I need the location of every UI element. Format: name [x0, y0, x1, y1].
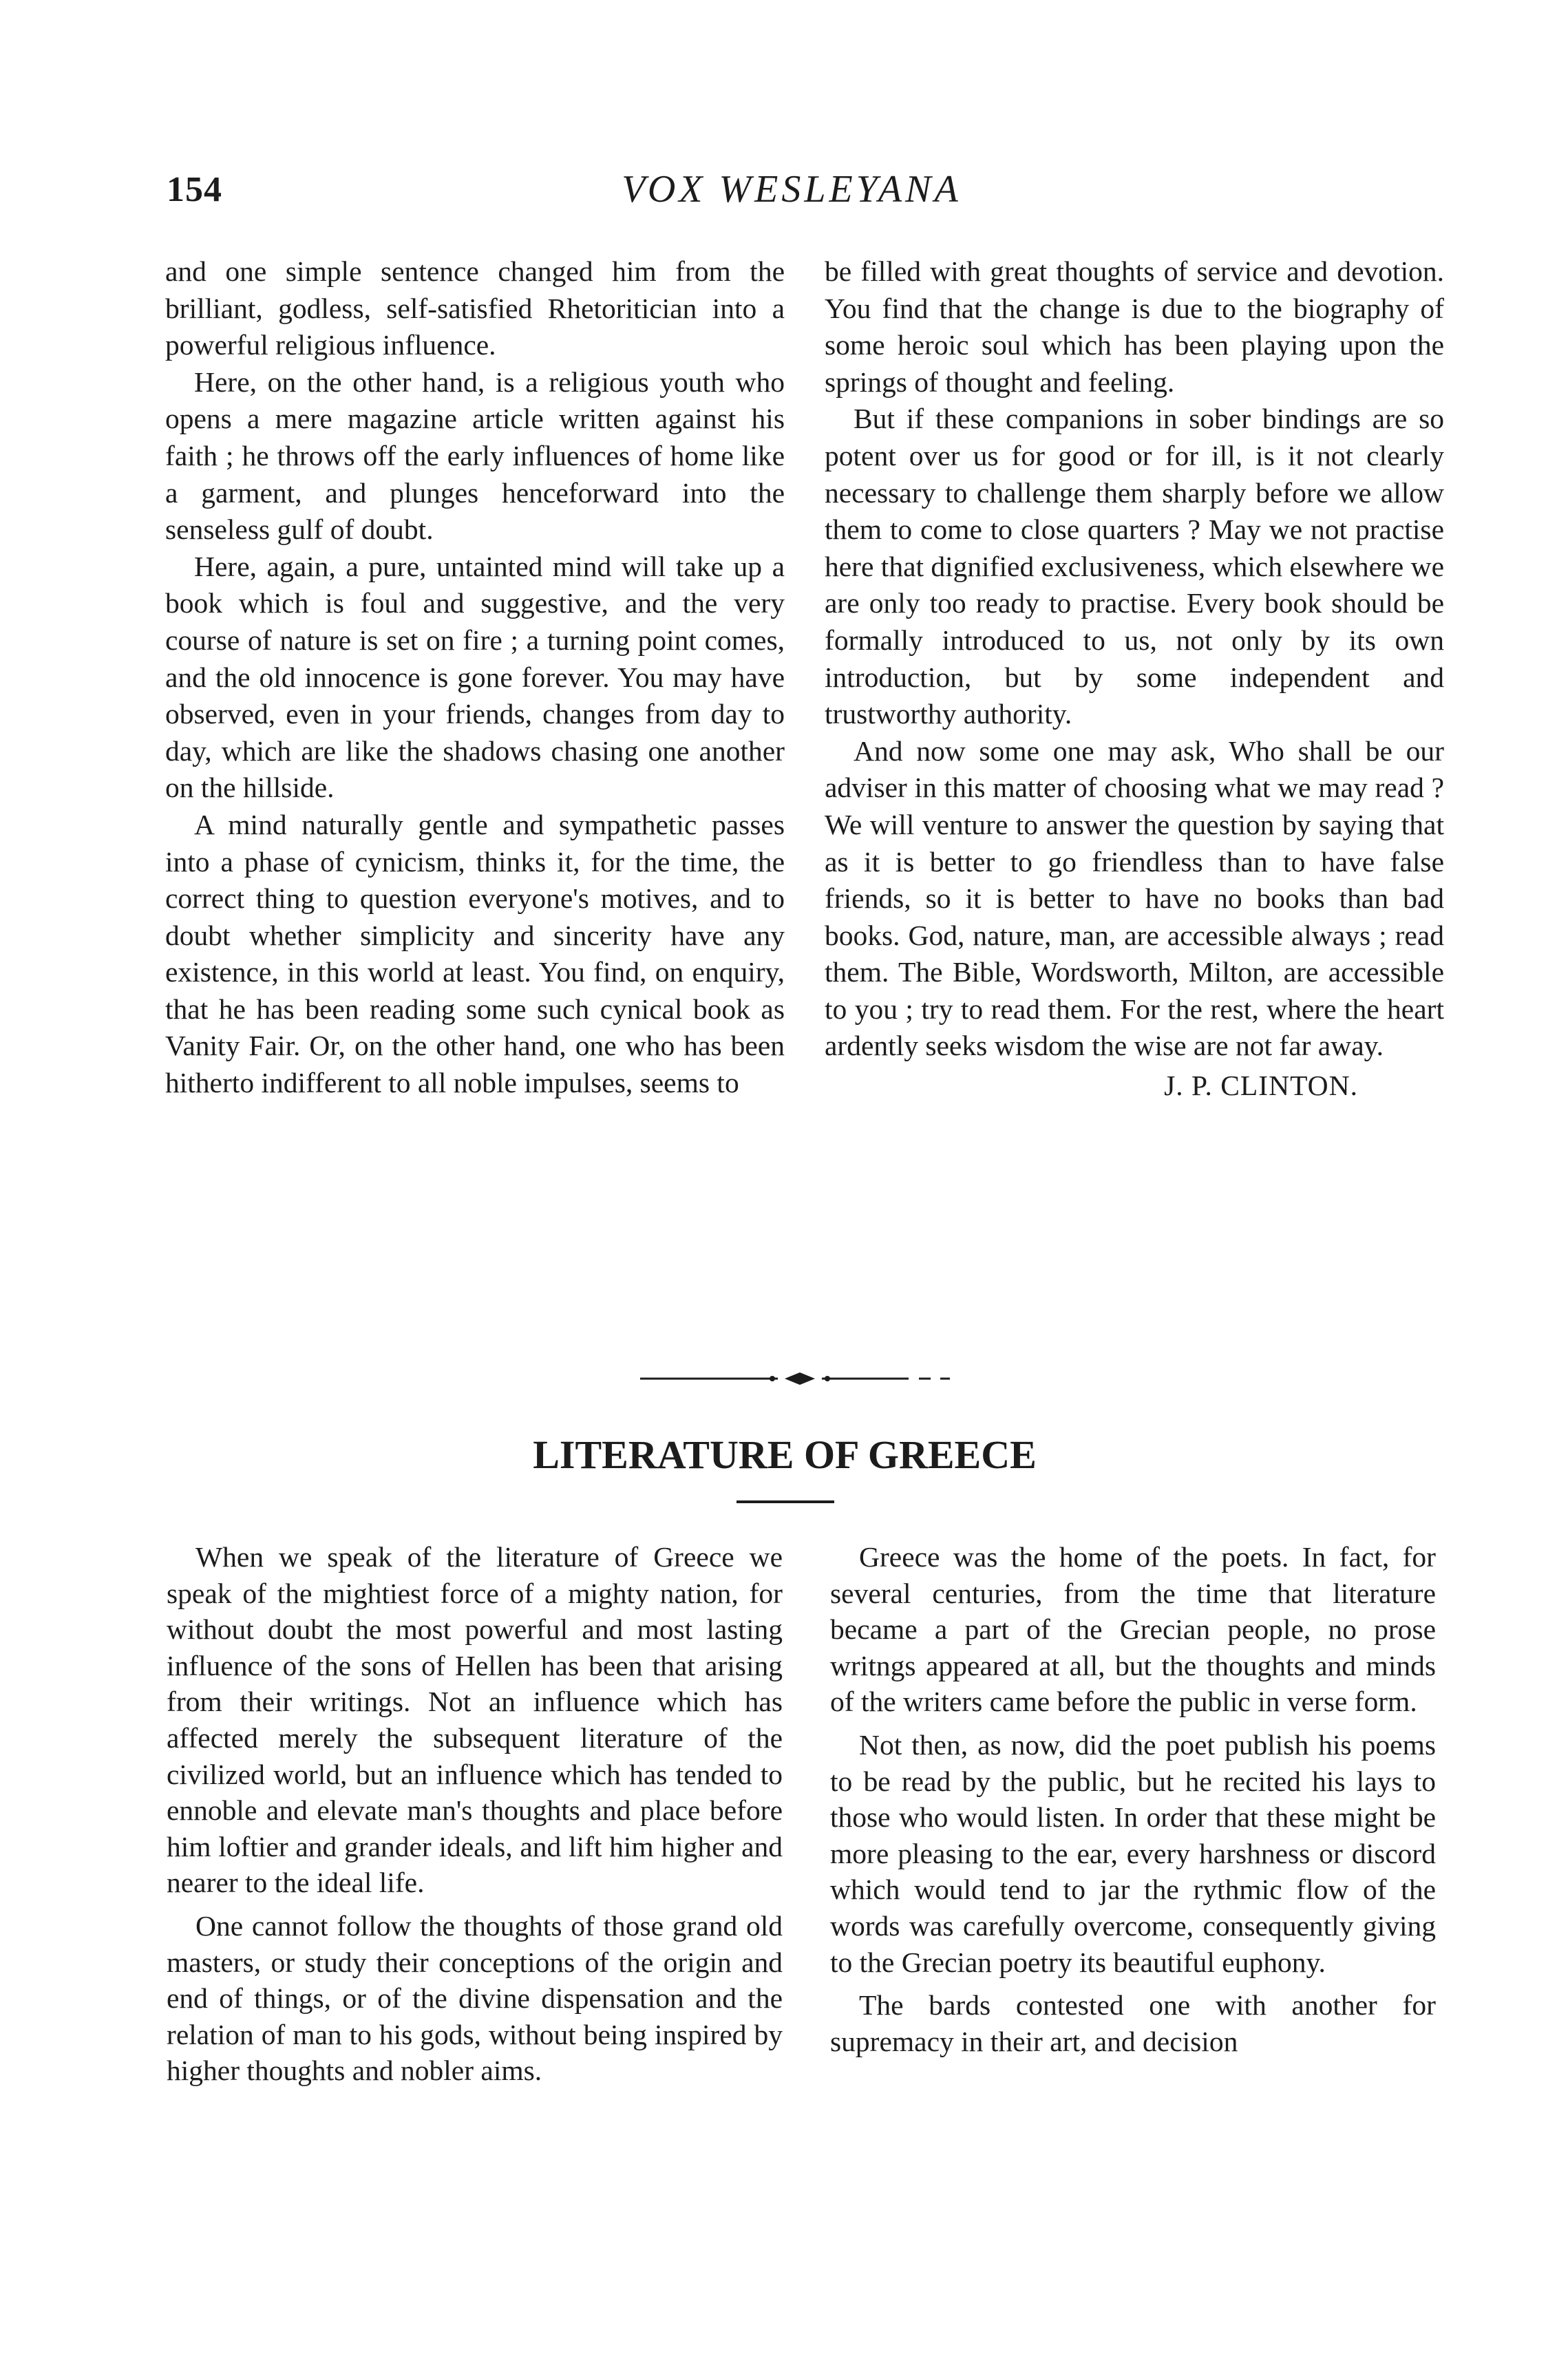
article-two-left-column: [167, 1539, 783, 2096]
title-underline-rule: [737, 1500, 834, 1503]
paragraph: But if these companions in sober bindings are so potent over us for good or for ill, is it not clearly necessary to challenge them sharply before we allow them to come to close quarters ? May we not practise here that dignified exclusiveness, which elsewhere we are only too ready to practise. Every book should be formally introduced to us, not only by its own introduction, but by some independent and trustworthy authority.: [825, 403, 1444, 730]
paragraph: When we speak of the literature of Greece we speak of the mightiest force of a mighty nation, for without doubt the most powerful and most lasting influence of the sons of Hellen has been that arising from their writings. Not an influence which has affected merely the subsequent literature of the civilized world, but an influence which has tended to ennoble and elevate man's thoughts and place before him loftier and grander ideals, and lift him higher and nearer to the ideal life.: [167, 1541, 783, 1899]
paragraph: Greece was the home of the poets. In fact, for several centuries, from the time that literature became a part of the Grecian people, no prose writngs appeared at all, but the thoughts and minds of the writers came before the public in verse form.: [830, 1541, 1436, 1718]
section-title: LITERATURE OF GREECE: [533, 1432, 1037, 1477]
paragraph: Not then, as now, did the poet publish his poems to be read by the public, but he recited his lays to those who would listen. In order that these might be more pleasing to the ear, every harshness or discord which would tend to jar the rythmic flow of the words was carefully overcome, consequently giving to the Grecian poetry its beautiful euphony.: [830, 1728, 1436, 1978]
paragraph: A mind naturally gentle and sympathetic passes into a phase of cynicism, thinks it, for the time, the correct thing to question everyone's motives, and to doubt whether simplicity and sincerity have any existence, in this world at least. You find, on enquiry, that he has been reading some such cynical book as Vanity Fair. Or, on the other hand, one who has been hitherto indifferent to all noble impulses, seems to: [165, 808, 785, 1099]
paragraph: The bards contested one with another for supremacy in their art, and decision: [830, 1989, 1436, 2057]
paragraph: and one simple sentence changed him from the brilliant, godless, self-satisfied Rhetoritician into a powerful religious influence.: [165, 255, 785, 361]
paragraph: be filled with great thoughts of service and devotion. You find that the change is due to the biography of some heroic soul which has been playing upon the springs of thought and feeling.: [825, 255, 1444, 398]
author-signature: J. P. CLINTON.: [1164, 1070, 1358, 1102]
article-two-right-column: [830, 1539, 1436, 2066]
running-title: VOX WESLEYANA: [622, 168, 962, 211]
paragraph: One cannot follow the thoughts of those grand old masters, or study their conceptions of the origin and end of things, or of the divine dispensation and the relation of man to his gods, without being inspired by higher thoughts and nobler aims.: [167, 1909, 783, 2087]
paragraph: Here, on the other hand, is a religious youth who opens a mere magazine article written against his faith ; he throws off the early influences of home like a garment, and plunges henceforward into the senseless gulf of doubt.: [165, 365, 785, 546]
page-number: 154: [167, 170, 222, 209]
paragraph: Here, again, a pure, untainted mind will take up a book which is foul and suggestive, and the very course of nature is set on fire ; a turning point comes, and the old innocence is gone forever. You may have observed, even in your friends, changes from day to day, which are like the shadows chasing one another on the hillside.: [165, 550, 785, 804]
paragraph: And now some one may ask, Who shall be our adviser in this matter of choosing what we may read ? We will venture to answer the question by saying that as it is better to go friendless than to have false friends, so it is better to have no books than bad books. God, nature, man, are accessible always ; read them. The Bible, Wordsworth, Milton, are accessible to you ; try to read them. For the rest, where the heart ardently seeks wisdom the wise are not far away.: [825, 734, 1444, 1062]
article-one-left-column: [165, 253, 785, 1102]
article-one-right-column: [825, 253, 1444, 1105]
section-divider-ornament: [640, 1368, 964, 1389]
